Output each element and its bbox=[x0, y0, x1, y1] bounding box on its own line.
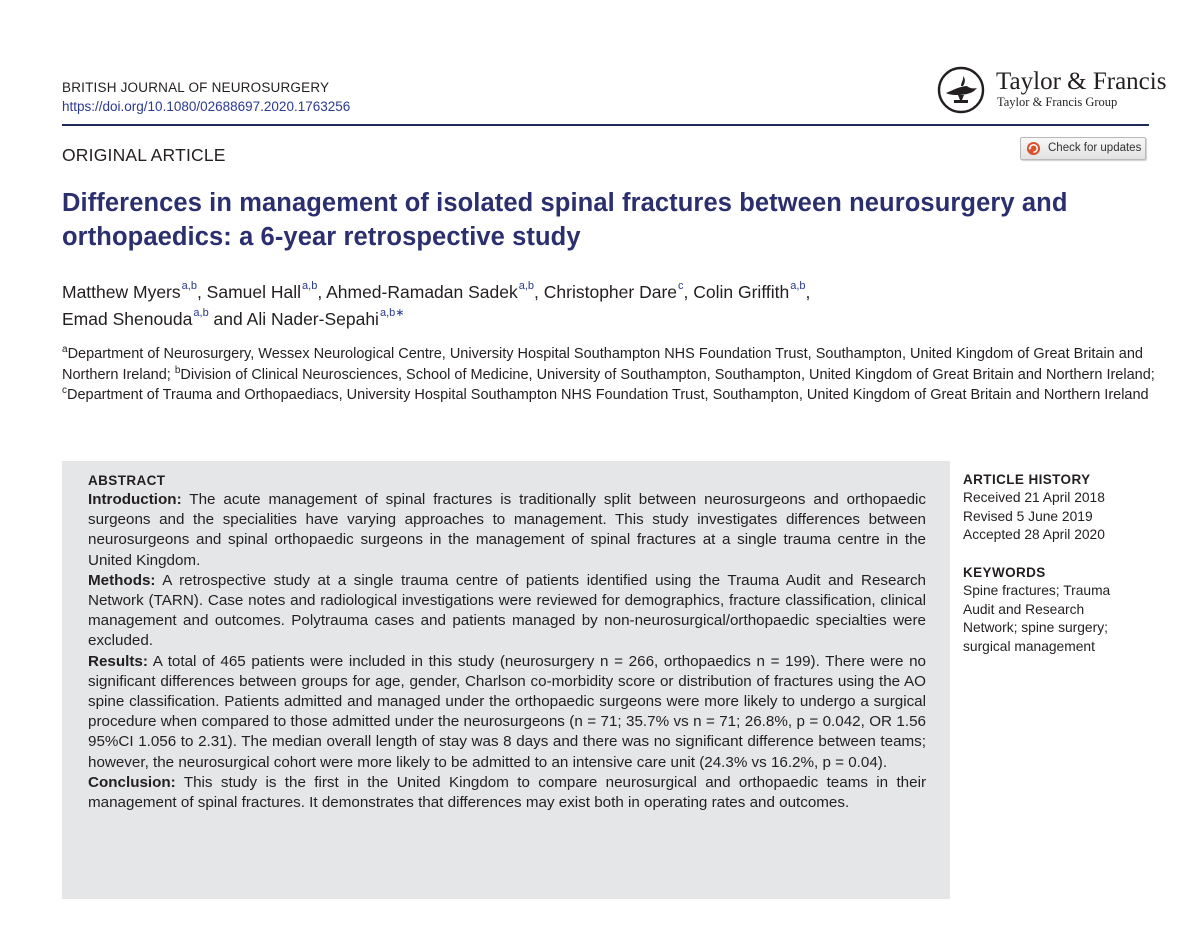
affiliations bbox=[62, 344, 1157, 406]
author-affiliation-mark[interactable]: a,b bbox=[302, 280, 318, 292]
affiliation-text: Department of Neurosurgery, Wessex Neurological Centre, University Hospital Southampton NHS Foundation Trust, Southampton, United Kingdom of Great Britain and Northern Ireland; bbox=[62, 346, 1143, 383]
author-affiliation-mark[interactable]: a,b bbox=[790, 280, 806, 292]
abstract-conclusion bbox=[88, 773, 926, 813]
author-name[interactable]: Emad Shenouda bbox=[62, 309, 193, 329]
abstract-section-label: Results: bbox=[88, 652, 148, 670]
author-name[interactable]: Ahmed-Ramadan Sadek bbox=[326, 282, 518, 302]
check-updates-icon bbox=[1026, 141, 1041, 156]
article-history bbox=[963, 471, 1163, 545]
abstract-section-text: A retrospective study at a single trauma centre of patients identified using the Trauma Audit and Research Network (TARN). Case notes and radiological investigations were reviewed for demographics, fracture classification, clinical management and outcomes. Polytrauma cases and patients managed by non-neurosurgical/orthopaedic specialties were excluded. bbox=[88, 571, 926, 650]
abstract-section-label: Introduction: bbox=[88, 491, 182, 508]
author-list bbox=[62, 279, 1152, 333]
author-separator: , bbox=[683, 282, 694, 302]
author-name[interactable]: Colin Griffith bbox=[693, 282, 790, 302]
author-affiliation-mark[interactable]: a,b bbox=[181, 280, 197, 292]
author-affiliation-mark[interactable]: c bbox=[678, 280, 684, 292]
abstract-section-label: Methods: bbox=[88, 571, 156, 589]
publisher-group: Taylor & Francis Group bbox=[997, 95, 1118, 109]
received-date: Received 21 April 2018 bbox=[963, 490, 1105, 505]
author-affiliation-mark[interactable]: a,b∗ bbox=[379, 307, 405, 319]
abstract-heading: ABSTRACT bbox=[88, 473, 166, 488]
abstract-section-text: This study is the first in the United Kingdom to compare neurosurgical and orthopaedic teams in their management of spinal fractures. It demonstrates that differences may exist both in operating rates and outcomes. bbox=[88, 773, 926, 812]
author-separator: , bbox=[317, 282, 327, 302]
abstract-section-label: Conclusion: bbox=[88, 773, 176, 791]
abstract-section-text: A total of 465 patients were included in this study (neurosurgery n = 266, orthopaedics n = 199). There were no significant differences between groups for age, gender, Charlson co-morbidity score or distribution of fractures using the AO spine classification. Patients admitted and managed under the orthopaedic surgeons were more likely to undergo a surgical procedure when compared to those admitted under the neurosurgeons (n = 71; 35.7% vs n = 71; 26.8%, p = 0.042, OR 1.56 95%CI 1.056 to 2.31). The median overall length of stay was 8 days and there was no significant difference between teams; however, the neurosurgical cohort were more likely to be admitted to an intensive care unit (24.3% vs 16.2%, p = 0.04). bbox=[88, 652, 926, 771]
author-name[interactable]: Christopher Dare bbox=[543, 282, 678, 302]
article-type: ORIGINAL ARTICLE bbox=[62, 145, 226, 165]
author-separator: , bbox=[534, 282, 544, 302]
keywords-heading: KEYWORDS bbox=[963, 565, 1046, 580]
doi-link[interactable]: https://doi.org/10.1080/02688697.2020.1763256 bbox=[62, 99, 351, 114]
header-rule bbox=[62, 124, 1149, 126]
author-name[interactable]: Ali Nader-Sepahi bbox=[246, 309, 379, 329]
keywords-text: Spine fractures; Trauma Audit and Research Network; spine surgery; surgical management bbox=[963, 583, 1111, 654]
author-affiliation-mark[interactable]: a,b bbox=[518, 280, 535, 292]
check-for-updates-button[interactable] bbox=[1020, 137, 1146, 160]
affiliation-text: Division of Clinical Neurosciences, School of Medicine, University of Southampton, Southampton, United Kingdom of Great Britain and Northern Ireland; bbox=[180, 366, 1155, 383]
affiliation-mark: b bbox=[174, 364, 181, 376]
abstract-methods bbox=[88, 571, 926, 652]
author-separator: , bbox=[196, 282, 207, 302]
affiliation-text: Department of Trauma and Orthopaediacs, University Hospital Southampton NHS Foundation Trust, Southampton, United Kingdom of Great Britain and Northern Ireland bbox=[67, 387, 1149, 403]
author-name[interactable]: Samuel Hall bbox=[206, 282, 302, 302]
abstract-panel bbox=[62, 461, 950, 899]
affiliation-mark: c bbox=[62, 385, 67, 396]
article-history-heading: ARTICLE HISTORY bbox=[963, 472, 1091, 487]
author-separator: , bbox=[805, 282, 811, 302]
publisher-name: Taylor & Francis bbox=[996, 68, 1167, 95]
author-affiliation-mark[interactable]: a,b bbox=[193, 307, 209, 319]
lamp-logo-icon bbox=[937, 66, 985, 114]
author-separator: and bbox=[208, 309, 247, 329]
abstract-introduction bbox=[88, 490, 926, 571]
author-name[interactable]: Matthew Myers bbox=[62, 282, 181, 302]
abstract-section-text: The acute management of spinal fractures is traditionally split between neurosurgeons and orthopaedic surgeons and the specialities have varying approaches to management. This study investigates differences between neurosurgeons and spinal orthopaedic surgeons in the management of spinal fractures at a single trauma centre in the United Kingdom. bbox=[88, 491, 926, 569]
affiliation-mark: a bbox=[62, 344, 68, 355]
abstract-body bbox=[88, 472, 926, 813]
check-for-updates-label: Check for updates bbox=[1048, 142, 1142, 154]
keywords bbox=[963, 564, 1163, 656]
article-title: Differences in management of isolated spinal fractures between neurosurgery and orthopaedics: a 6-year retrospective study bbox=[62, 189, 1068, 251]
publisher-logo[interactable] bbox=[937, 66, 1167, 116]
journal-name: BRITISH JOURNAL OF NEUROSURGERY bbox=[62, 80, 330, 95]
revised-date: Revised 5 June 2019 bbox=[963, 508, 1093, 524]
abstract-results bbox=[88, 652, 926, 773]
accepted-date: Accepted 28 April 2020 bbox=[963, 527, 1105, 542]
